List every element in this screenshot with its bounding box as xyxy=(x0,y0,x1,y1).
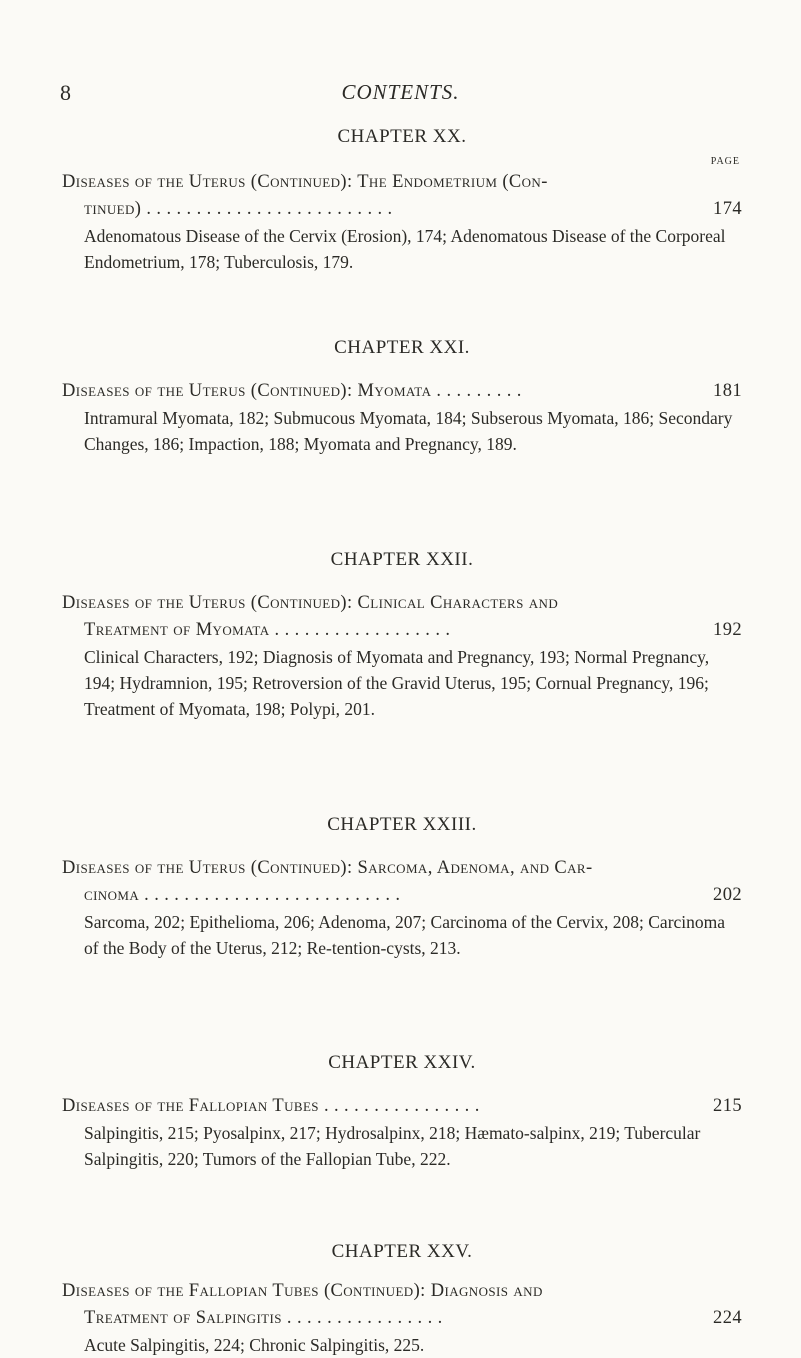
chapter-summary: Intramural Myomata, 182; Submucous Myomata, 184; Subserous Myomata, 186; Secondary Changes, 186; Impaction, 188; Myomata and Pregnancy, 189. xyxy=(84,408,733,454)
chapter-page-number: 202 xyxy=(713,885,742,905)
page-header xyxy=(0,80,801,110)
chapter-title-line: Treatment of Salpingitis . . . . . . . . . . . . . . . . xyxy=(84,1308,443,1328)
chapter-summary: Acute Salpingitis, 224; Chronic Salpingitis, 225. xyxy=(84,1335,425,1355)
running-title: CONTENTS. xyxy=(341,80,460,104)
chapter-entry xyxy=(62,548,742,722)
chapter-heading: CHAPTER XXI. xyxy=(334,337,470,358)
chapter-entry xyxy=(62,1240,742,1358)
chapter-summary: Sarcoma, 202; Epithelioma, 206; Adenoma, 207; Carcinoma of the Cervix, 208; Carcinoma of the Body of the Uterus, 212; Re-tention-cysts, 213. xyxy=(84,912,726,958)
chapter-page-number: 215 xyxy=(713,1096,742,1116)
chapter-page-number: 192 xyxy=(713,620,742,640)
chapter-title-line: Diseases of the Fallopian Tubes . . . . . . . . . . . . . . . . xyxy=(62,1096,480,1116)
chapter-title-line: Diseases of the Uterus (Continued): Myomata . . . . . . . . . xyxy=(62,381,522,401)
chapter-entry xyxy=(62,336,742,457)
chapter-page-number: 181 xyxy=(713,381,742,401)
chapter-title-line: Diseases of the Uterus (Continued): Clinical Characters and xyxy=(62,593,559,613)
chapter-entry xyxy=(62,1051,742,1172)
chapter-title xyxy=(62,1278,742,1332)
chapter-title-line: Diseases of the Fallopian Tubes (Continued): Diagnosis and xyxy=(62,1281,543,1301)
chapter-title-line: tinued) . . . . . . . . . . . . . . . . . . . . . . . . . xyxy=(84,199,393,219)
chapter-heading: CHAPTER XXV. xyxy=(331,1241,473,1262)
page-number: 8 xyxy=(60,80,71,105)
chapter-summary: Clinical Characters, 192; Diagnosis of Myomata and Pregnancy, 193; Normal Pregnancy, 194; Hydramnion, 195; Retroversion of the Gravid Uterus, 195; Cornual Pregnancy, 196; Treatment of Myomata, 198; Polypi, 201. xyxy=(84,647,710,719)
chapter-title xyxy=(62,169,742,223)
chapter-title xyxy=(62,855,742,909)
chapter-heading: CHAPTER XXIII. xyxy=(327,814,477,835)
chapter-heading: CHAPTER XXIV. xyxy=(328,1052,476,1073)
chapter-entry xyxy=(62,125,742,275)
chapter-title-line: cinoma . . . . . . . . . . . . . . . . . . . . . . . . . . xyxy=(84,885,401,905)
chapter-title xyxy=(62,378,742,405)
chapter-title-line: Diseases of the Uterus (Continued): The Endometrium (Con- xyxy=(62,172,548,192)
chapter-page-number: 174 xyxy=(713,199,742,219)
chapter-summary: Adenomatous Disease of the Cervix (Erosion), 174; Adenomatous Disease of the Corporeal Endometrium, 178; Tuberculosis, 179. xyxy=(84,226,726,272)
chapter-title xyxy=(62,590,742,644)
chapter-page-number: 224 xyxy=(713,1308,742,1328)
chapter-title-line: Diseases of the Uterus (Continued): Sarcoma, Adenoma, and Car- xyxy=(62,858,593,878)
chapter-summary: Salpingitis, 215; Pyosalpinx, 217; Hydrosalpinx, 218; Hæmato-salpinx, 219; Tubercular Salpingitis, 220; Tumors of the Fallopian Tube, 222. xyxy=(84,1123,701,1169)
chapter-heading: CHAPTER XX. xyxy=(337,126,467,147)
chapter-heading: CHAPTER XXII. xyxy=(330,549,474,570)
chapter-title xyxy=(62,1093,742,1120)
chapter-title-line: Treatment of Myomata . . . . . . . . . . . . . . . . . . xyxy=(84,620,451,640)
chapter-entry xyxy=(62,813,742,961)
page-column-label: PAGE xyxy=(710,156,740,167)
